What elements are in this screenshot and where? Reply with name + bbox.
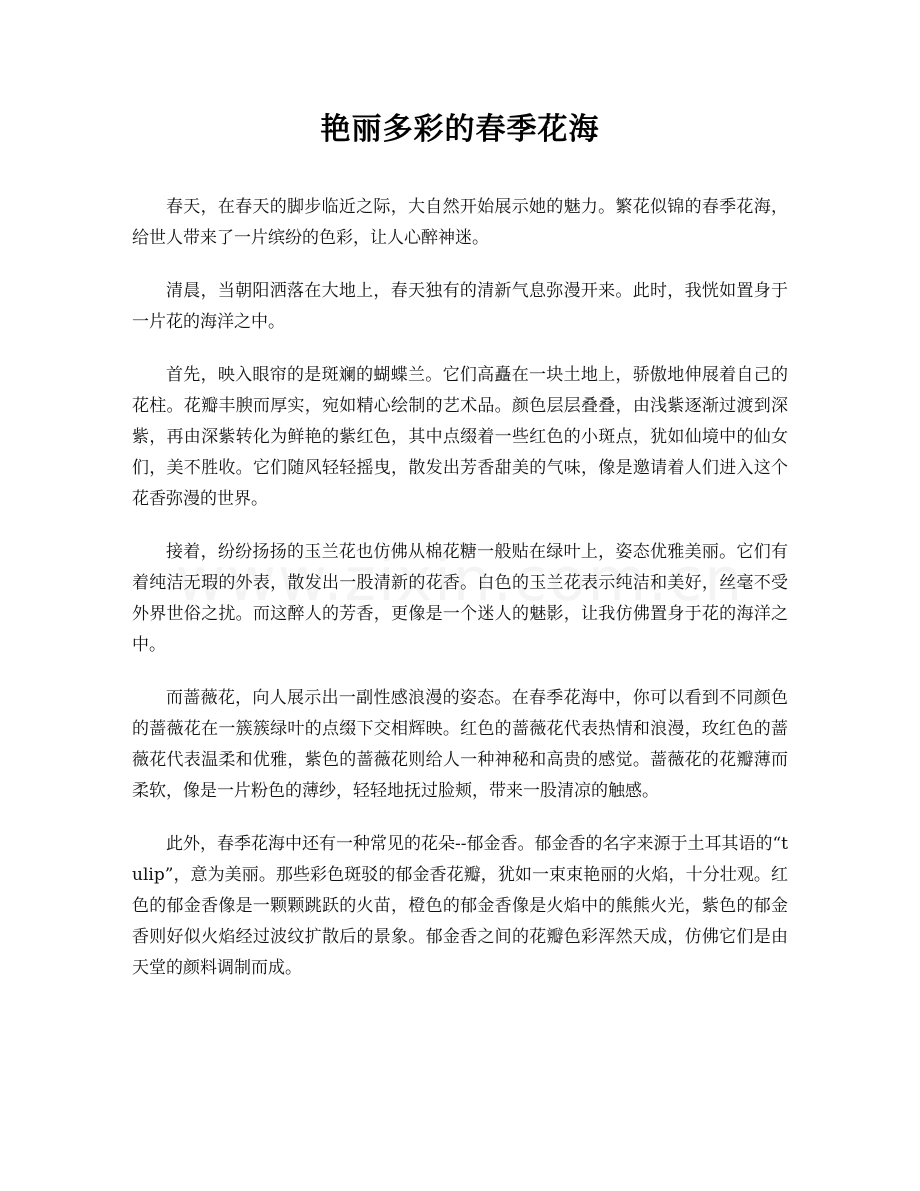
paragraph-3: 首先，映入眼帘的是斑斓的蝴蝶兰。它们高矗在一块土地上，骄傲地伸展着自己的花柱。花瓣丰腴而厚实，宛如精心绘制的艺术品。颜色层层叠叠，由浅紫逐渐过渡到深紫，再由深紫转化为鲜艳的紫红色，其中点缀着一些红色的小斑点，犹如仙境中的仙女们，美不胜收。它们随风轻轻摇曳，散发出芳香甜美的气味，像是邀请着人们进入这个花香弥漫的世界。: [132, 365, 788, 509]
paragraph-2: 清晨，当朝阳洒落在大地上，春天独有的清新气息弥漫开来。此时，我恍如置身于一片花的海洋之中。: [132, 281, 788, 332]
document-page: [132, 108, 788, 1006]
paragraph-4: 接着，纷纷扬扬的玉兰花也仿佛从棉花糖一般贴在绿叶上，姿态优雅美丽。它们有着纯洁无瑕的外表，散发出一股清新的花香。白色的玉兰花表示纯洁和美好，丝毫不受外界世俗之扰。而这醉人的芳香，更像是一个迷人的魅影，让我仿佛置身于花的海洋之中。: [132, 542, 788, 655]
paragraph-5: 而蔷薇花，向人展示出一副性感浪漫的姿态。在春季花海中，你可以看到不同颜色的蔷薇花在一簇簇绿叶的点缀下交相辉映。红色的蔷薇花代表热情和浪漫，玫红色的蔷薇花代表温柔和优雅，紫色的蔷薇花则给人一种神秘和高贵的感觉。蔷薇花的花瓣薄而柔软，像是一片粉色的薄纱，轻轻地抚过脸颊，带来一股清凉的触感。: [132, 688, 788, 801]
document-title: 艳丽多彩的春季花海: [320, 112, 600, 147]
paragraph-1: 春天，在春天的脚步临近之际，大自然开始展示她的魅力。繁花似锦的春季花海，给世人带来了一片缤纷的色彩，让人心醉神迷。: [132, 197, 788, 248]
paragraph-6: 此外，春季花海中还有一种常见的花朵--郁金香。郁金香的名字来源于土耳其语的“tulip”，意为美丽。那些彩色斑驳的郁金香花瓣，犹如一束束艳丽的火焰，十分壮观。红色的郁金香像是一颗颗跳跃的火苗，橙色的郁金香像是火焰中的熊熊火光，紫色的郁金香则好似火焰经过波纹扩散后的景象。郁金香之间的花瓣色彩浑然天成，仿佛它们是由天堂的颜料调制而成。: [132, 834, 789, 978]
